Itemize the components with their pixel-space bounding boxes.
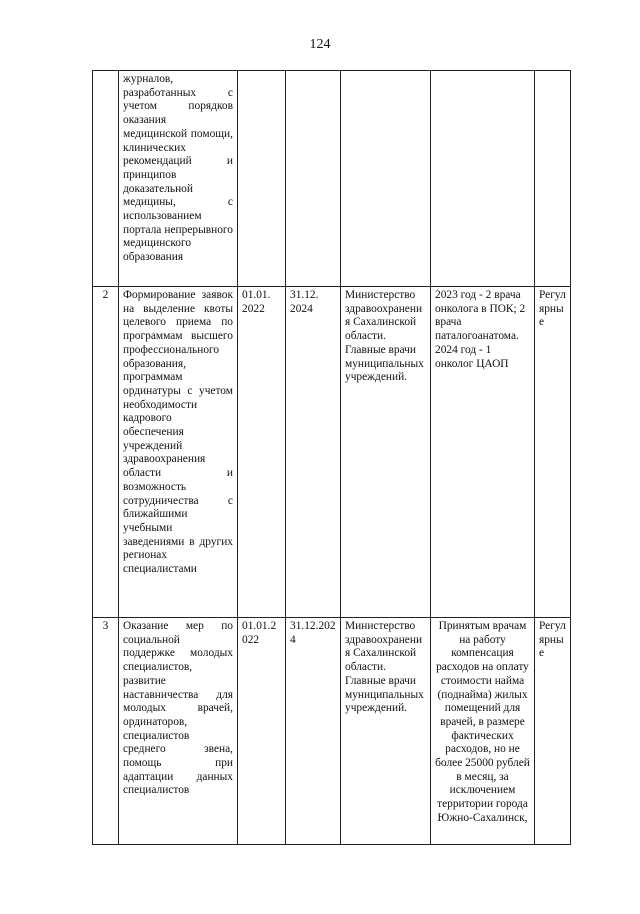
responsible-cell: Министерство здравоохранения Сахалинской области. Главные врачи муниципальных учреждений.: [341, 287, 431, 618]
start-date-cell: 01.01. 2022: [238, 287, 286, 618]
result-cell: Принятым врачам на работу компенсация расходов на оплату стоимости найма (поднайма) жилых помещений для врачей, в размере фактических расходов, но не более 25000 рублей в месяц, за исключением территории города Южно-Сахалинск,: [431, 618, 535, 845]
start-date-cell: 01.01.2022: [238, 618, 286, 845]
responsible-cell: Министерство здравоохранения Сахалинской области. Главные врачи муниципальных учреждений.: [341, 618, 431, 845]
end-date-cell: 31.12. 2024: [286, 287, 341, 618]
activity-cell: журналов, разработанных с учетом порядков оказания медицинской помощи, клинических рекомендаций и принципов доказательной медицины, с использованием портала непрерывного медицинского образования: [119, 71, 238, 287]
end-date-cell: 31.12.2024: [286, 618, 341, 845]
row-number: 2: [93, 287, 119, 618]
plan-table: [92, 70, 571, 845]
result-cell: 2023 год - 2 врача онколога в ПОК; 2 врача паталогоанатома. 2024 год - 1 онколог ЦАОП: [431, 287, 535, 618]
activity-cell: Оказание мер по социальной поддержке молодых специалистов, развитие наставничества для молодых врачей, ординаторов, специалистов среднего звена, помощь при адаптации данных специалистов: [119, 618, 238, 845]
activity-cell: Формирование заявок на выделение квоты целевого приема по программам высшего профессионального образования, программам ординатуры с учетом необходимости кадрового обеспечения учреждений здравоохранения области и возможность сотрудничества с ближайшими учебными заведениями в других регионах специалистами: [119, 287, 238, 618]
result-cell: [431, 71, 535, 287]
frequency-cell: Регулярные: [535, 618, 571, 845]
row-number: [93, 71, 119, 287]
frequency-cell: [535, 71, 571, 287]
table-row: [93, 618, 571, 845]
page-number: 124: [309, 37, 331, 52]
start-date-cell: [238, 71, 286, 287]
table-row: [93, 287, 571, 618]
end-date-cell: [286, 71, 341, 287]
table-row: [93, 71, 571, 287]
responsible-cell: [341, 71, 431, 287]
row-number: 3: [93, 618, 119, 845]
frequency-cell: Регулярные: [535, 287, 571, 618]
